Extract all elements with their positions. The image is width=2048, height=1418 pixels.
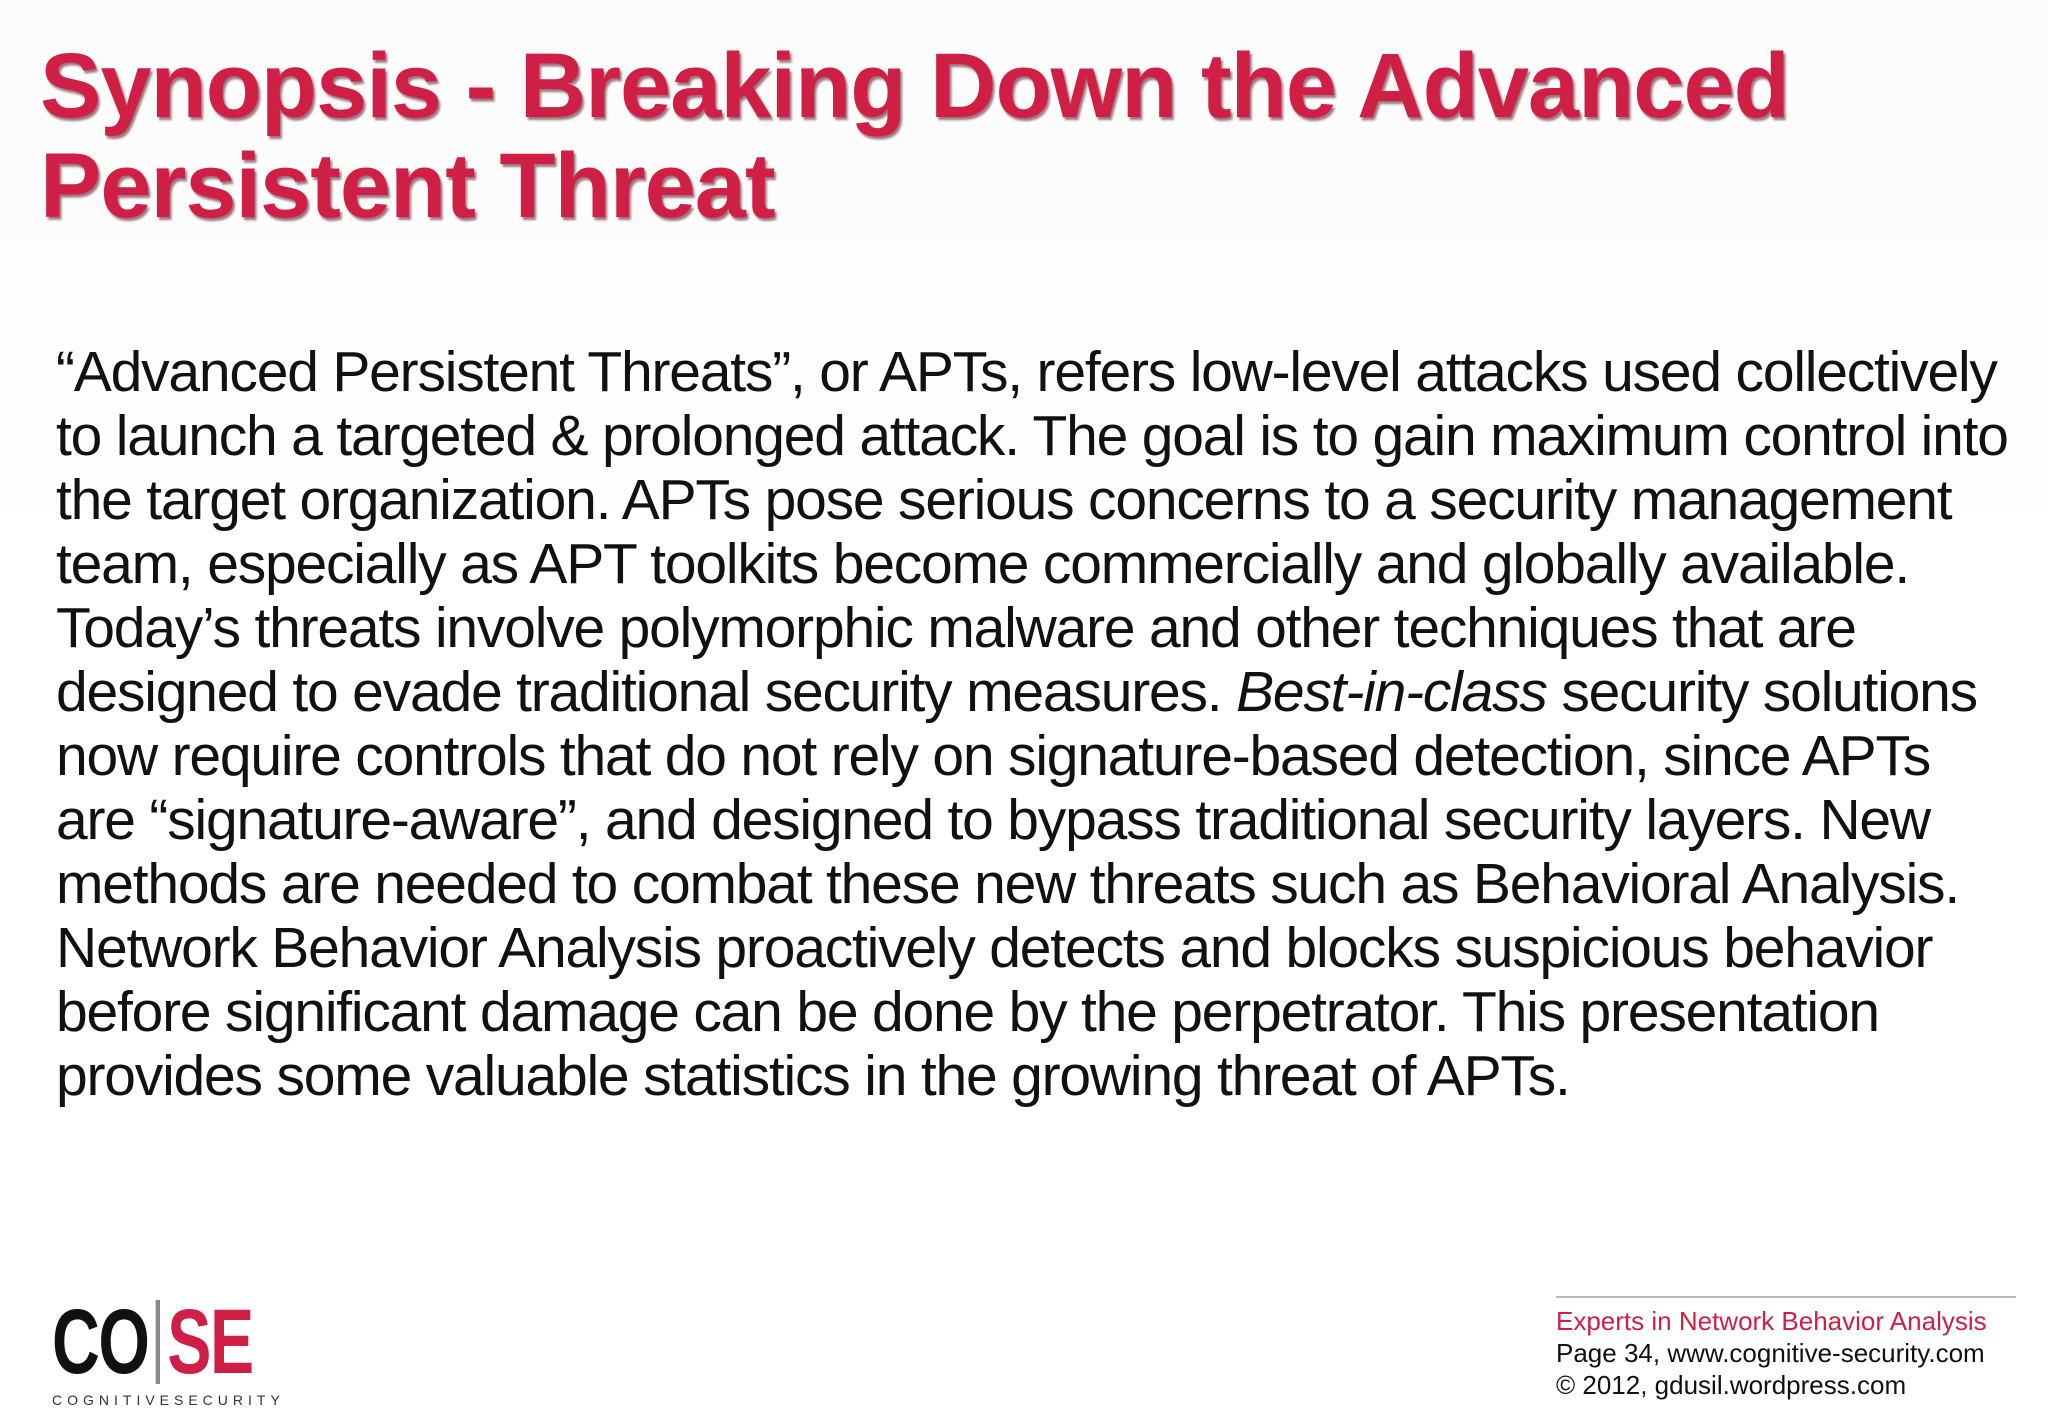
- title-line-1: Synopsis - Breaking Down the Advanced: [40, 35, 1789, 137]
- title-line-2: Persistent Threat: [40, 135, 775, 237]
- body-text-part-1: “Advanced Persistent Threats”, or APTs, refers low-level attacks used collectively to launch a targeted & prolonged attack. The goal is to gain maximum control into the target organization. APTs pose serious concerns to a security management team, especially as APT toolkits become commercially and globally available. Today’s threats involve polymorphic malware and other techniques that are designed to evade traditional security measures.: [56, 340, 2008, 724]
- footer-page-line: Page 34, www.cognitive-security.com: [1556, 1338, 1985, 1368]
- logo-co: CO: [52, 1291, 149, 1393]
- slide-title: [40, 36, 2020, 236]
- body-text-part-2: security solutions now require controls that do not rely on signature-based detection, since APTs are “signature-aware”, and designed to bypass traditional security layers. New methods are needed to combat these new threats such as Behavioral Analysis. Network Behavior Analysis proactively detects and blocks suspicious behavior before significant damage can be done by the perpetrator. This presentation provides some valuable statistics in the growing threat of APTs.: [56, 660, 1977, 1108]
- logo-se: SE: [167, 1291, 253, 1393]
- body-text-italic: Best-in-class: [1236, 660, 1547, 724]
- body-paragraph: [56, 340, 2016, 1108]
- logo-divider: [156, 1300, 160, 1384]
- footer-tagline: Experts in Network Behavior Analysis: [1556, 1306, 1987, 1336]
- footer-copyright: © 2012, gdusil.wordpress.com: [1556, 1370, 1907, 1400]
- logo-subtitle: COGNITIVESECURITY: [52, 1392, 285, 1408]
- footer-divider: [1556, 1296, 2016, 1298]
- cose-logo: [52, 1291, 285, 1410]
- footer: [1556, 1305, 2036, 1401]
- logo-wordmark: [52, 1291, 253, 1393]
